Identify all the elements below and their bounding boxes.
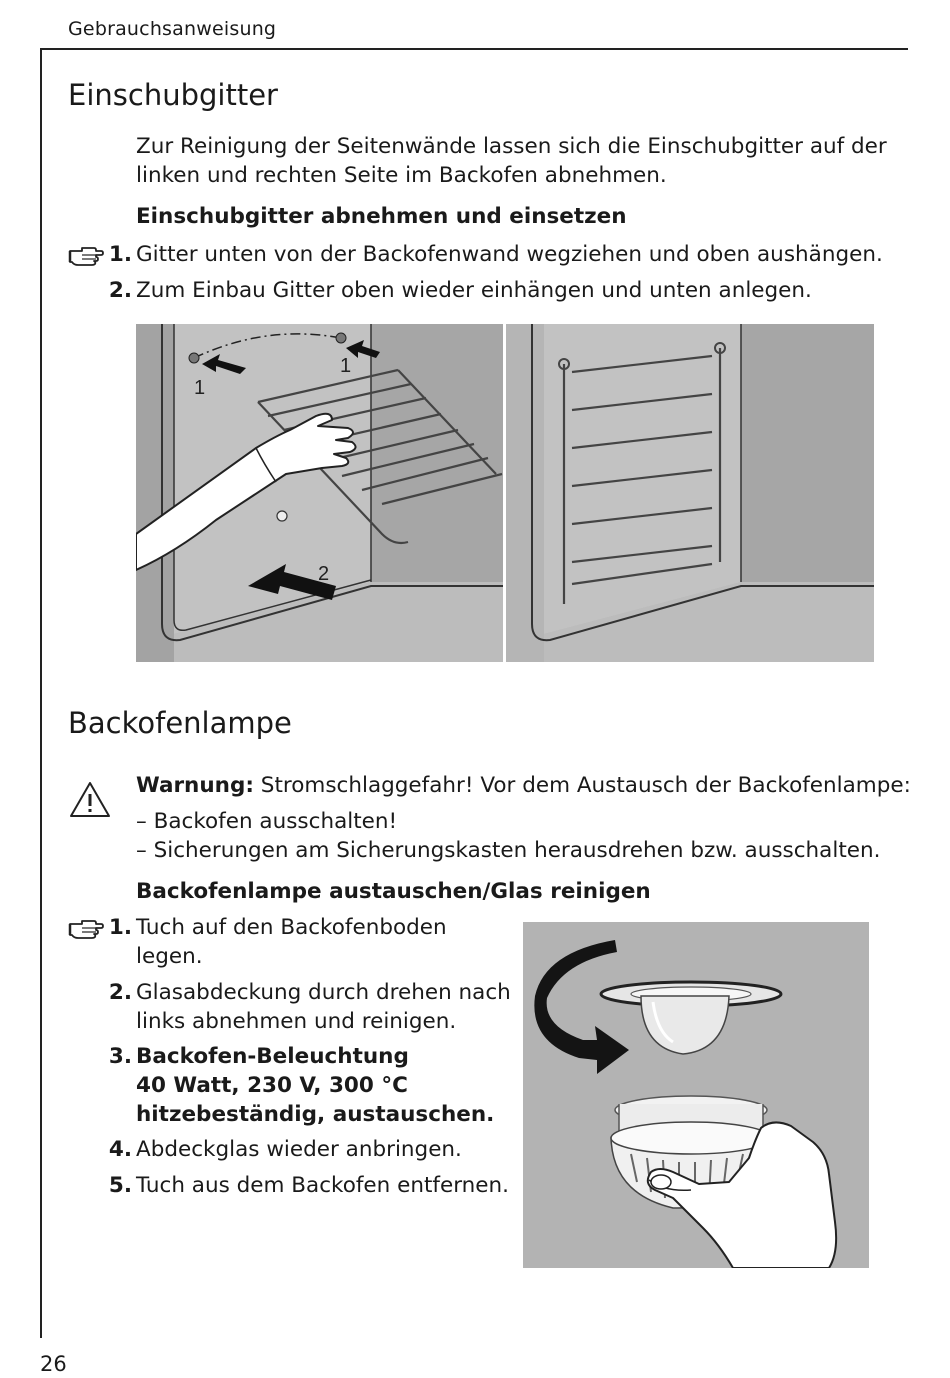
step-number: 2. [108, 980, 132, 1005]
step-number: 4. [108, 1137, 132, 1162]
warning-label: Warnung: [136, 773, 254, 798]
step-text: Glasabdeckung durch drehen nach links abnehmen und reinigen. [136, 980, 511, 1034]
header-label: Gebrauchsanweisung [68, 18, 277, 40]
page-number: 26 [40, 1352, 67, 1376]
step-text: Backofen-Beleuchtung 40 Watt, 230 V, 300 °C hitzebeständig, austauschen. [136, 1044, 495, 1127]
warning-triangle-icon [68, 780, 112, 820]
rack-mounted-panel-right [506, 324, 874, 662]
intro-line-1: Zur Reinigung der Seitenwände lassen sich die Einschubgitter auf der [136, 134, 887, 159]
step-number: 3. [108, 1044, 132, 1069]
margin-rule [40, 48, 42, 1338]
figure-label-1a: 1 [194, 377, 206, 399]
rack-removal-illustration [136, 324, 874, 662]
rack-removal-panel-left [136, 324, 503, 662]
step-text: Tuch auf den Backofenboden legen. [136, 915, 447, 969]
warning-item-2: – Sicherungen am Sicherungskasten herausdrehen bzw. ausschalten. [136, 838, 881, 863]
warning-item-1: – Backofen ausschalten! [136, 809, 398, 834]
step-text: Gitter unten von der Backofenwand wegziehen und oben aushängen. [136, 242, 883, 267]
header-rule [40, 48, 908, 50]
step-number: 1. [108, 242, 132, 267]
figure-label-1b: 1 [340, 355, 352, 377]
subtitle-gitter: Einschubgitter abnehmen und einsetzen [136, 204, 627, 229]
step-number: 2. [108, 278, 132, 303]
step-text: Abdeckglas wieder anbringen. [136, 1137, 462, 1162]
step-number: 5. [108, 1173, 132, 1198]
subtitle-lampe: Backofenlampe austauschen/Glas reinigen [136, 879, 651, 904]
lamp-replacement-illustration [523, 922, 869, 1268]
section-title-backofenlampe: Backofenlampe [68, 706, 292, 740]
figure-label-2: 2 [318, 563, 330, 585]
warning-text: Stromschlaggefahr! Vor dem Austausch der Backofenlampe: [253, 773, 911, 798]
hand-pointer-icon [68, 245, 104, 267]
section-title-einschubgitter: Einschubgitter [68, 78, 278, 112]
hand-pointer-icon [68, 918, 104, 940]
step-text: Tuch aus dem Backofen entfernen. [136, 1173, 509, 1198]
intro-line-2: linken und rechten Seite im Backofen abnehmen. [136, 163, 667, 188]
step-text: Zum Einbau Gitter oben wieder einhängen und unten anlegen. [136, 278, 812, 303]
warning-line [136, 771, 911, 800]
step-number: 1. [108, 915, 132, 940]
